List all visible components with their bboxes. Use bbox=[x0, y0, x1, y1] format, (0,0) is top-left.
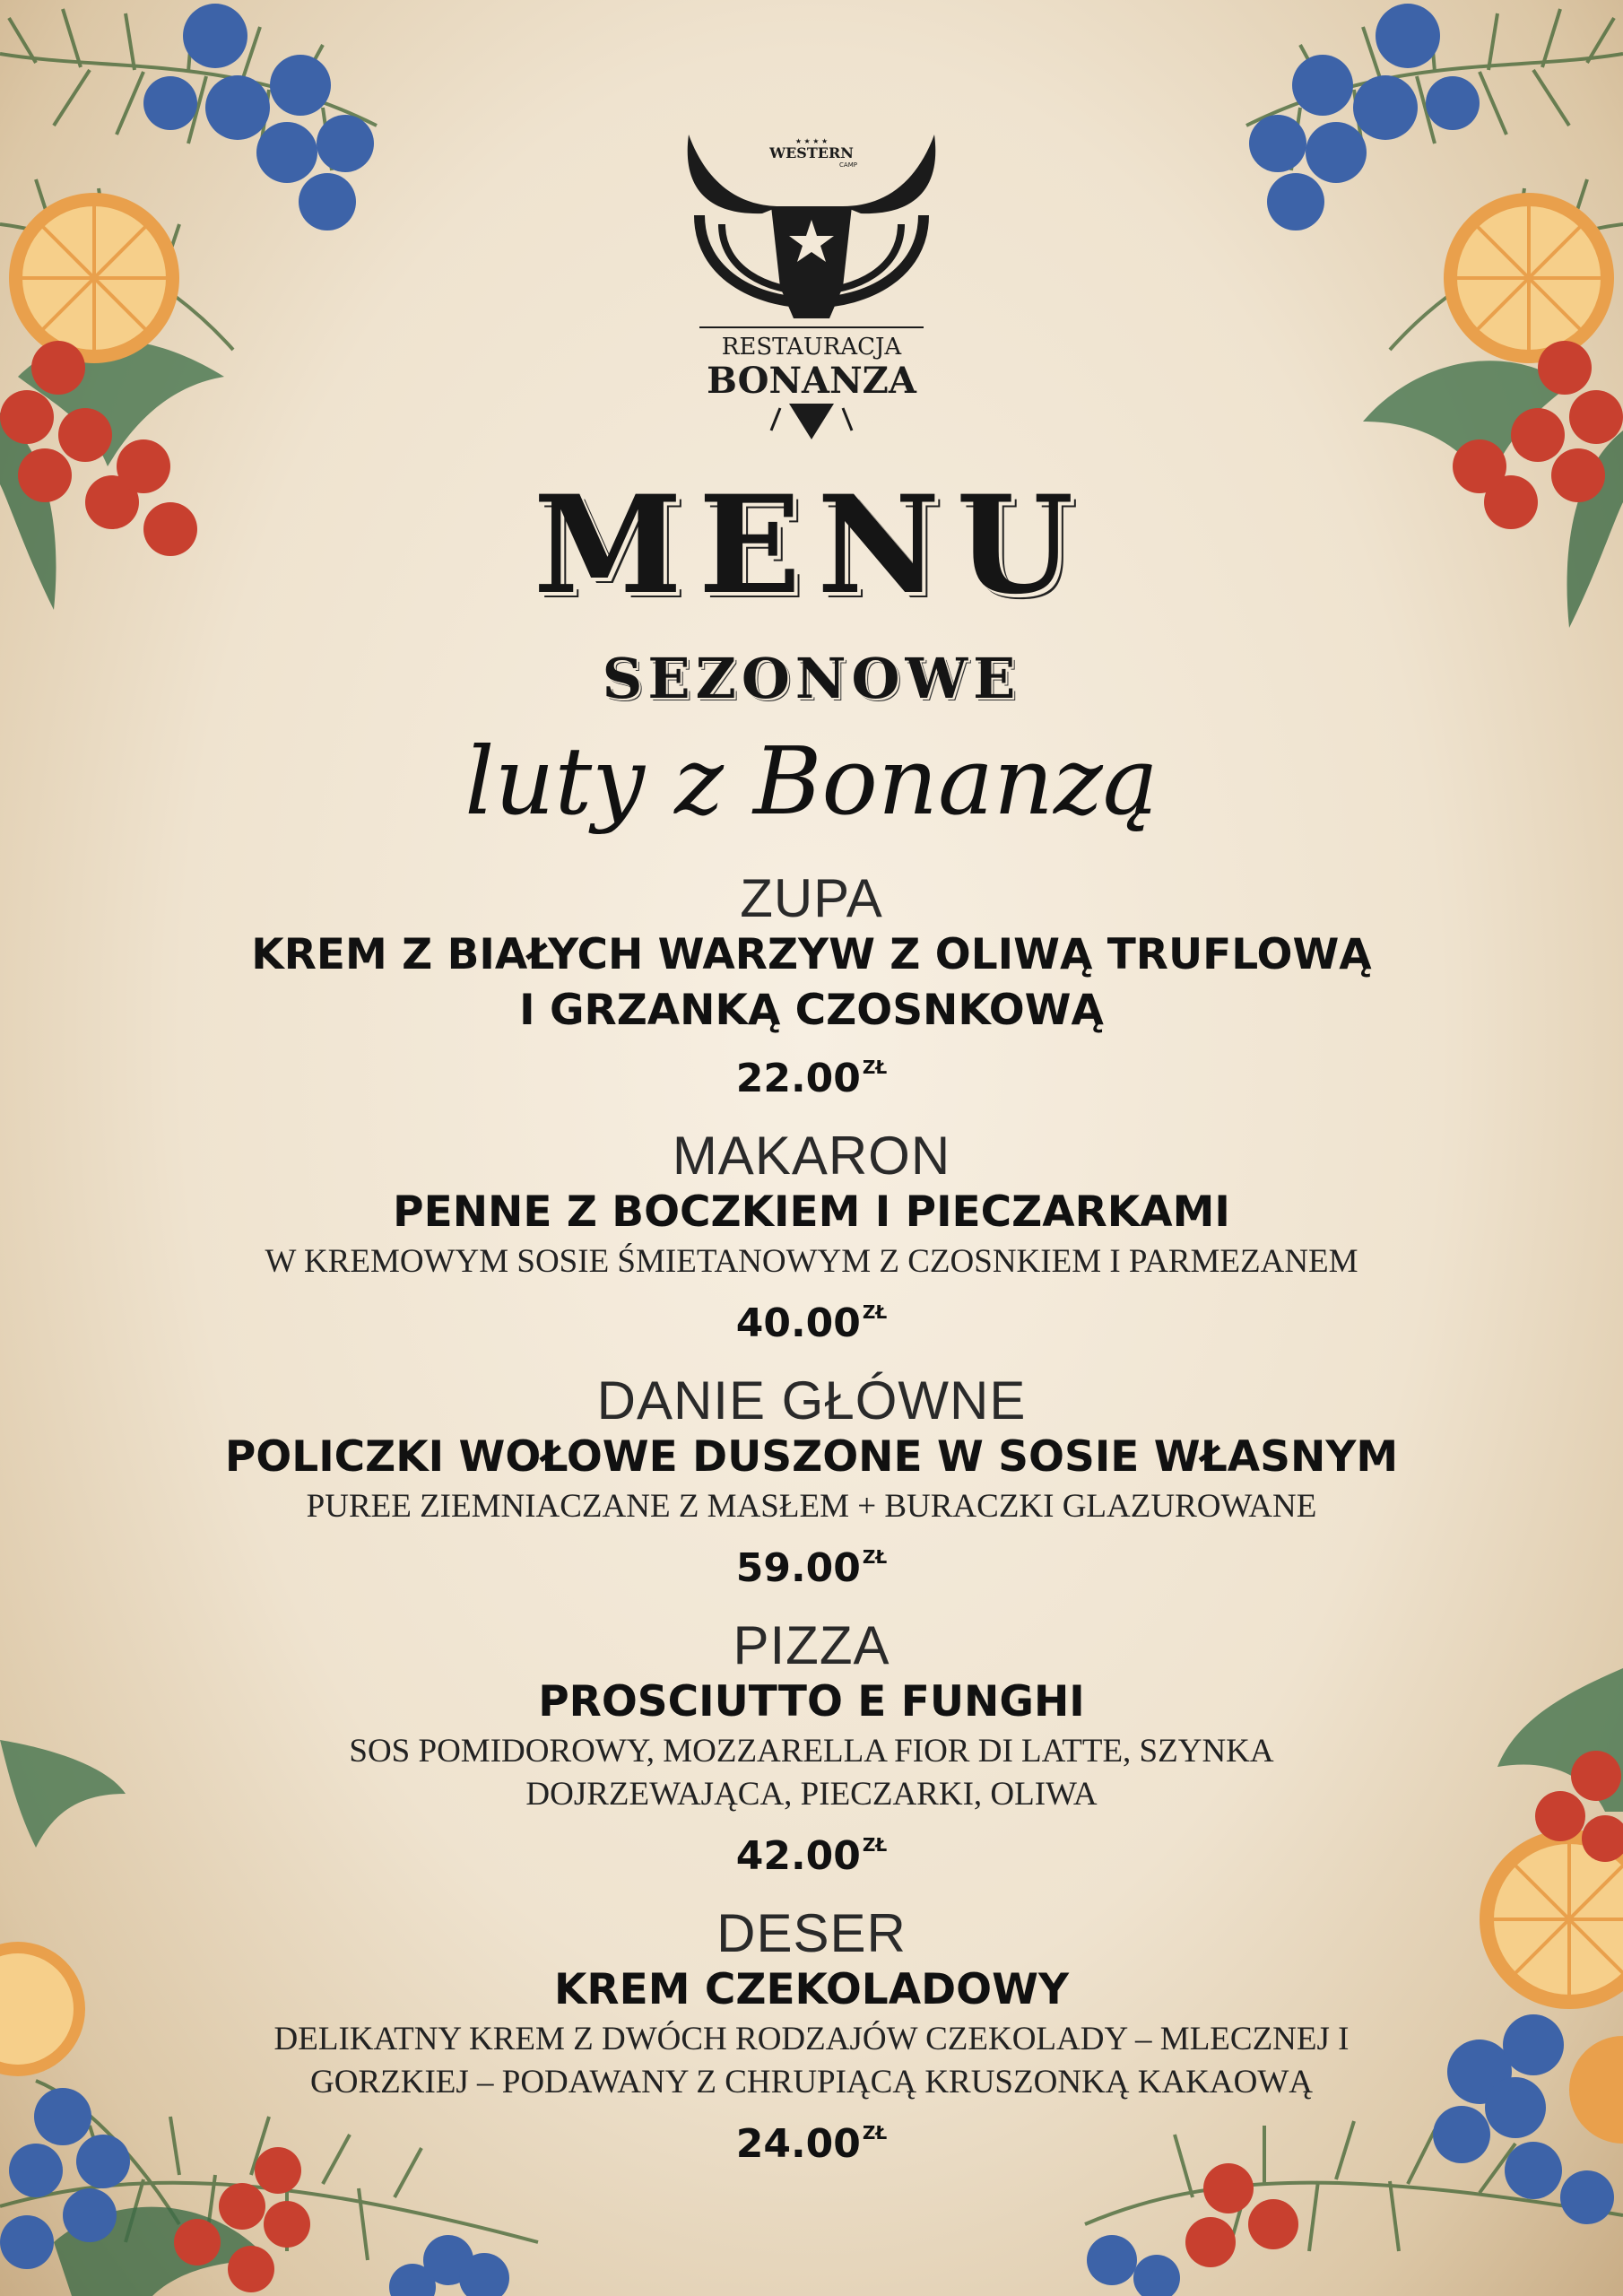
price bbox=[179, 1283, 1444, 1352]
currency: ZŁ bbox=[862, 1834, 888, 1856]
category-label: MAKARON bbox=[672, 1126, 951, 1186]
menu-section-pasta bbox=[179, 1127, 1444, 1352]
price bbox=[179, 1528, 1444, 1597]
logo-badge-small: CAMP bbox=[839, 161, 857, 169]
bull-logo-icon bbox=[673, 108, 950, 448]
restaurant-logo bbox=[673, 108, 950, 448]
dish-description: SOS POMIDOROWY, MOZZARELLA FIOR DI LATTE, SZYNKA bbox=[349, 1733, 1274, 1770]
price bbox=[179, 1816, 1444, 1885]
dish-description: DOJRZEWAJĄCA, PIECZARKI, OLIWA bbox=[525, 1776, 1098, 1813]
dish-name: KREM CZEKOLADOWY bbox=[554, 1965, 1069, 2014]
page-title: MENU bbox=[533, 466, 1090, 624]
dish-description: W KREMOWYM SOSIE ŚMIETANOWYM Z CZOSNKIEM I PARMEZANEM bbox=[265, 1243, 1358, 1280]
dish-name: PENNE Z BOCZKIEM I PIECZARKAMI bbox=[393, 1187, 1230, 1237]
currency: ZŁ bbox=[862, 2122, 888, 2144]
page-subtitle: SEZONOWE bbox=[602, 646, 1021, 711]
category-label: DESER bbox=[716, 1903, 907, 1963]
dish-name: POLICZKI WOŁOWE DUSZONE W SOSIE WŁASNYM bbox=[224, 1432, 1399, 1482]
dish-description: PUREE ZIEMNIACZANE Z MASŁEM + BURACZKI GLAZUROWANE bbox=[306, 1488, 1317, 1525]
script-tagline: luty z Bonanzą bbox=[464, 726, 1159, 836]
dish-description: GORZKIEJ – PODAWANY Z CHRUPIĄCĄ KRUSZONKĄ KAKAOWĄ bbox=[310, 2064, 1313, 2100]
dish-description: DELIKATNY KREM Z DWÓCH RODZAJÓW CZEKOLADY – MLECZNEJ I bbox=[273, 2021, 1350, 2057]
price-value: 42.00 bbox=[735, 1833, 861, 1879]
currency: ZŁ bbox=[862, 1301, 888, 1323]
price bbox=[179, 2104, 1444, 2173]
dish-name: I GRZANKĄ CZOSNKOWĄ bbox=[519, 986, 1104, 1035]
price-value: 24.00 bbox=[735, 2121, 861, 2167]
menu-section-dessert bbox=[179, 1905, 1444, 2173]
logo-line2: BONANZA bbox=[707, 360, 916, 402]
dish-name: KREM Z BIAŁYCH WARZYW Z OLIWĄ TRUFLOWĄ bbox=[251, 930, 1372, 979]
menu-section-soup bbox=[179, 870, 1444, 1108]
menu-list bbox=[179, 870, 1444, 2173]
category-label: PIZZA bbox=[733, 1615, 890, 1675]
price bbox=[179, 1039, 1444, 1108]
svg-text:★ ★ ★ ★: ★ ★ ★ ★ bbox=[794, 137, 829, 145]
category-label: ZUPA bbox=[740, 868, 883, 928]
logo-badge-top: WESTERN bbox=[769, 144, 854, 161]
menu-section-pizza bbox=[179, 1617, 1444, 1885]
category-label: DANIE GŁÓWNE bbox=[596, 1370, 1027, 1431]
currency: ZŁ bbox=[862, 1546, 888, 1568]
logo-line1: RESTAURACJA bbox=[721, 334, 902, 361]
menu-section-main bbox=[179, 1372, 1444, 1597]
dish-name: PROSCIUTTO E FUNGHI bbox=[538, 1677, 1085, 1726]
price-value: 59.00 bbox=[735, 1545, 861, 1591]
price-value: 22.00 bbox=[735, 1056, 861, 1101]
price-value: 40.00 bbox=[735, 1300, 861, 1346]
currency: ZŁ bbox=[862, 1057, 888, 1078]
